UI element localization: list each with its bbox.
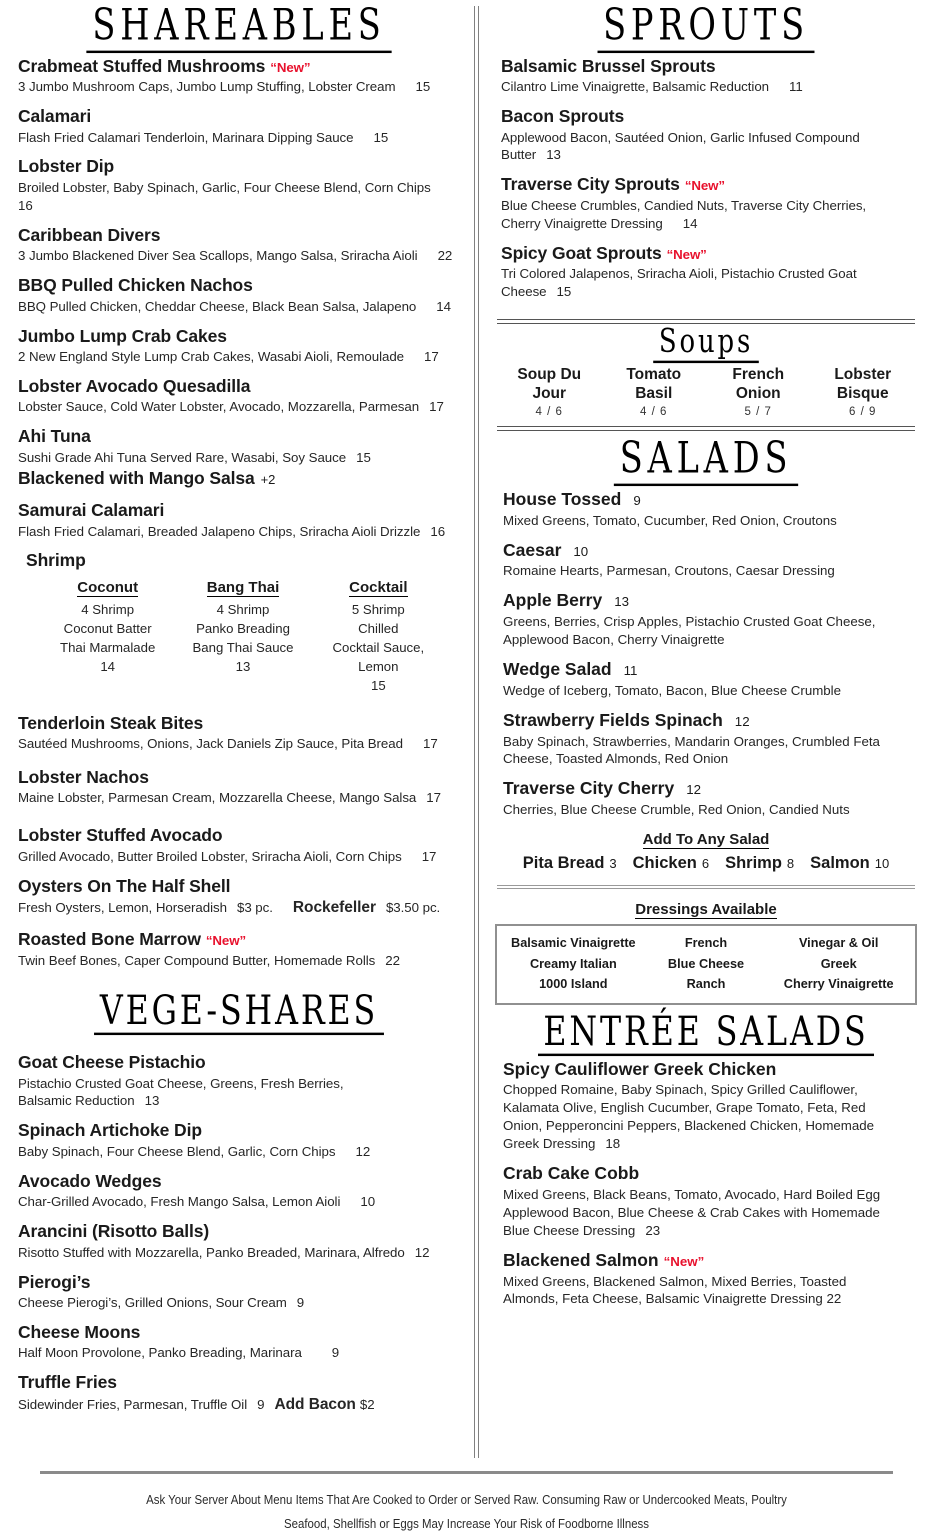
menu-item[interactable] [493,105,919,164]
item-name: Strawberry Fields Spinach 12 [503,709,750,730]
shrimp-option-price: 13 [235,659,251,675]
menu-item[interactable] [18,824,460,865]
soup-name-line2: Onion [735,385,781,403]
item-price: 15 [415,79,431,95]
item-name: Pierogi’s [18,1271,91,1292]
item-desc: Greens, Berries, Crisp Apples, Pistachio Crusted Goat Cheese, [503,614,876,630]
shrimp-option-title: Coconut [77,578,139,596]
item-price: 10 [360,1194,376,1210]
item-price: 23 [645,1222,661,1238]
item-price: 11 [789,79,803,95]
item-desc: Wedge of Iceberg, Tomato, Bacon, Blue Cheese Crumble [503,682,842,698]
section-header-sprouts [502,0,911,53]
addon-price: 10 [874,856,890,872]
section-title-entree-salads: ENTRÉE SALADS [538,1011,875,1056]
item-desc-line2: Cheese 15 [501,284,572,300]
item-desc: Almonds, Feta Cheese, Balsamic Vinaigrette Dressing 22 [503,1291,842,1307]
item-price: 10 [573,543,589,559]
item-name: Traverse City Sprouts “New” [501,174,725,195]
shrimp-option-line: Panko Breading [196,621,290,637]
dressing-option[interactable]: French [684,936,728,951]
left-column [0,1,470,1458]
dressings-row [507,933,905,954]
item-name: Calamari [18,106,92,127]
item-price: 9 [633,492,641,508]
menu-item[interactable] [493,55,919,96]
menu-item-shrimp[interactable] [18,549,460,572]
item-price: 16 [430,523,446,539]
addon-option[interactable]: Salmon 10 [810,854,890,873]
item-price: 13 [546,147,561,163]
menu-item[interactable] [18,712,460,753]
item-price: 12 [734,713,750,729]
menu-item-truffle-fries[interactable] [18,1371,460,1415]
column-divider [470,6,483,1458]
item-desc: Kalamata Olive, English Cucumber, Grape Tomato, Feta, Red [503,1100,866,1116]
shrimp-option[interactable] [311,579,446,696]
section-header-entree-salads [502,994,911,1056]
item-desc: Risotto Stuffed with Mozzarella, Panko Breaded, Marinara, Alfredo 12 [18,1244,430,1260]
soup-item[interactable] [811,365,916,419]
item-desc: Char-Grilled Avocado, Fresh Mango Salsa, Lemon Aioli 10 [18,1194,376,1210]
oysters-alt-price: $3.50 pc. [385,900,441,916]
item-name: Crab Cake Cobb [503,1163,640,1184]
item-price: 14 [682,215,698,231]
new-badge: “New” [270,59,311,75]
item-desc: Chopped Romaine, Baby Spinach, Spicy Grilled Cauliflower, [503,1082,858,1098]
menu-item[interactable] [18,1220,460,1261]
item-desc: Mixed Greens, Black Beans, Tomato, Avocado, Hard Boiled Egg [503,1186,881,1202]
item-desc-line2: Butter 13 [501,147,561,163]
item-name: Spicy Goat Sprouts “New” [501,242,707,263]
addon-option[interactable]: Shrimp 8 [725,854,795,873]
item-price: 17 [421,848,437,864]
menu-item[interactable] [18,105,460,146]
menu-item[interactable] [18,499,460,540]
shrimp-option-title: Cocktail [349,578,408,596]
addon-option[interactable]: Chicken 6 [632,854,710,873]
menu-item[interactable] [493,539,919,581]
item-desc: Applewood Bacon, Blue Cheese & Crab Cakes with Homemade [503,1204,880,1220]
menu-item[interactable] [493,1058,919,1154]
menu-columns [0,1,933,1458]
menu-item[interactable] [18,1271,460,1312]
item-name: Arancini (Risotto Balls) [18,1221,210,1242]
menu-item-oysters[interactable] [18,875,460,919]
item-name: Lobster Dip [18,156,115,177]
item-price: 9 [257,1396,265,1412]
soup-item[interactable] [706,365,811,419]
item-price: 11 [623,663,638,679]
menu-item[interactable] [493,709,919,769]
item-price: 13 [144,1093,160,1109]
item-name: Spinach Artichoke Dip [18,1120,202,1141]
item-name: Balsamic Brussel Sprouts [501,55,716,76]
item-desc: Pistachio Crusted Goat Cheese, Greens, Fresh Berries, [18,1075,344,1091]
soup-price: 5 / 7 [744,406,772,419]
soup-price: 4 / 6 [640,406,668,419]
shrimp-option-line: 4 Shrimp [81,601,135,617]
menu-item[interactable] [18,55,460,96]
item-name: Blackened Salmon “New” [503,1249,705,1270]
item-price: $3 pc. [236,900,273,916]
addon-price: 3 [609,856,617,872]
dressing-option[interactable]: Creamy Italian [529,956,617,971]
menu-item[interactable] [493,173,919,232]
item-desc-line2: Applewood Bacon, Cherry Vinaigrette [503,632,725,648]
item-name: House Tossed 9 [503,488,641,509]
section-title-salads: SALADS [614,439,798,486]
item-name: Avocado Wedges [18,1170,162,1191]
item-price: 12 [686,782,702,798]
section-header-shareables [27,0,451,53]
item-addon-price: +2 [260,471,276,487]
dressing-option[interactable]: Balsamic Vinaigrette [511,936,636,951]
menu-item[interactable] [18,274,460,315]
item-name: Caribbean Divers [18,224,161,245]
menu-item[interactable] [18,155,460,214]
item-desc: Baby Spinach, Four Cheese Blend, Garlic, Corn Chips 12 [18,1143,371,1159]
item-name: Lobster Avocado Quesadilla [18,375,251,396]
item-desc-line2: Cheese, Toasted Almonds, Red Onion [503,751,729,767]
item-name: Apple Berry 13 [503,590,629,611]
item-name: BBQ Pulled Chicken Nachos [18,275,253,296]
item-price: 18 [605,1136,621,1152]
item-name: Cheese Moons [18,1321,141,1342]
item-addon: Blackened with Mango Salsa +2 [18,467,276,488]
item-desc: Onion, Pepperoncini Peppers, Blackened Chicken, Homemade [503,1118,875,1134]
menu-item[interactable] [18,766,460,807]
shrimp-option[interactable] [175,579,310,696]
add-to-salad-options [493,854,919,875]
item-desc: Blue Cheese Crumbles, Candied Nuts, Traverse City Cherries, [501,197,867,213]
footer-disclaimer [0,1471,933,1536]
soup-name-line1: French [732,365,785,383]
soup-name-line2: Jour [532,385,567,403]
item-name: Lobster Nachos [18,766,149,787]
menu-item[interactable] [493,589,919,649]
shrimp-option-line: Thai Marmalade [60,640,156,656]
item-desc: Grilled Avocado, Butter Broiled Lobster, Sriracha Aioli, Corn Chips 17 [18,848,437,864]
new-badge: “New” [666,246,707,262]
item-desc: Sidewinder Fries, Parmesan, Truffle Oil 9 Add Bacon $2 [18,1395,375,1413]
footer-rule [40,1471,893,1474]
dressings-header: Dressings Available [635,901,777,919]
item-desc: Greek Dressing 18 [503,1136,621,1152]
item-desc: Broiled Lobster, Baby Spinach, Garlic, Four Cheese Blend, Corn Chips16 [18,179,431,213]
shrimp-option-title: Bang Thai [206,578,280,596]
dressing-option[interactable]: Ranch [686,977,726,992]
item-desc: Blue Cheese Dressing 23 [503,1222,661,1238]
item-price: 17 [424,348,439,364]
dressing-option[interactable]: Blue Cheese [667,956,745,971]
menu-item[interactable] [493,658,919,700]
dressings-row [507,974,905,995]
dressing-option[interactable]: Vinegar & Oil [798,936,879,951]
new-badge: “New” [663,1253,705,1269]
menu-item[interactable] [493,488,919,530]
addon-option[interactable]: Pita Bread 3 [522,854,617,873]
item-desc: Flash Fried Calamari, Breaded Jalapeno Chips, Sriracha Aioli Drizzle 16 [18,523,446,539]
item-price: 9 [331,1345,340,1361]
item-price: 14 [436,298,451,314]
item-price: 13 [614,594,629,610]
dressings-row [507,954,905,975]
item-desc: Applewood Bacon, Sautéed Onion, Garlic Infused Compound [501,129,860,145]
item-desc: Cherries, Blue Cheese Crumble, Red Onion, Candied Nuts [503,802,850,818]
item-price: 22 [437,248,453,264]
item-name: Ahi Tuna [18,426,91,447]
item-desc: Cheese Pierogi’s, Grilled Onions, Sour Cream 9 [18,1294,305,1310]
section-title-soups: Soups [653,325,759,362]
soup-name-line2: Basil [635,385,673,403]
item-name: Oysters On The Half Shell [18,875,231,896]
item-name: Lobster Stuffed Avocado [18,825,223,846]
shrimp-option-line: Bang Thai Sauce [192,640,294,656]
section-title-shareables: SHAREABLES [87,5,392,52]
item-desc: Mixed Greens, Tomato, Cucumber, Red Onion, Croutons [503,512,837,528]
menu-item[interactable] [18,224,460,265]
shrimp-option-line: 5 Shrimp [351,601,405,617]
menu-item[interactable] [493,1249,919,1309]
menu-item[interactable] [493,1162,919,1240]
shrimp-options-grid [18,579,460,696]
item-desc-line2: Cherry Vinaigrette Dressing 14 [501,215,698,231]
soup-name-line1: Lobster [834,365,892,383]
footer-line-2: Seafood, Shellfish or Eggs May Increase Your Risk of Foodborne Illness [283,1515,650,1531]
item-desc: Half Moon Provolone, Panko Breading, Marinara 9 [18,1345,340,1361]
shrimp-option[interactable] [40,579,175,696]
item-price: 17 [429,399,444,415]
item-desc: 3 Jumbo Blackened Diver Sea Scallops, Mango Salsa, Sriracha Aioli 22 [18,248,453,264]
item-name: Samurai Calamari [18,500,165,521]
item-name: Tenderloin Steak Bites [18,712,204,733]
shrimp-option-price: 14 [100,659,115,675]
new-badge: “New” [684,178,725,194]
soup-price: 6 / 9 [849,406,877,419]
item-name: Caesar 10 [503,539,589,560]
soup-name-line1: Soup Du [517,365,582,383]
item-price: 12 [414,1244,430,1260]
shrimp-option-line: Cocktail Sauce, Lemon [332,640,425,675]
dressings-box [495,924,917,1005]
menu-item[interactable] [18,375,460,416]
dressing-option[interactable]: Greek [820,956,857,971]
item-name: Shrimp [26,550,86,571]
shrimp-option-line: 4 Shrimp [216,601,270,617]
item-desc: 2 New England Style Lump Crab Cakes, Wasabi Aioli, Remoulade 17 [18,348,439,364]
item-desc-line2: Balsamic Reduction 13 [18,1093,160,1109]
section-header-salads [502,426,911,485]
item-desc: Maine Lobster, Parmesan Cream, Mozzarella Cheese, Mango Salsa 17 [18,790,441,806]
item-desc: Cilantro Lime Vinaigrette, Balsamic Reduction 11 [501,79,803,95]
shrimp-option-line: Coconut Batter [63,621,152,637]
footer-line-1: Ask Your Server About Menu Items That Are Cooked to Order or Served Raw. Consuming Raw or Undercooked Meats, Poultry [146,1491,787,1507]
section-title-vege-shares: VEGE-SHARES [94,990,384,1035]
truffle-addon-price: $2 [359,1396,375,1412]
item-price: 17 [422,736,438,752]
item-price: 22 [385,952,400,968]
soup-item[interactable] [602,365,707,419]
item-desc: Sushi Grade Ahi Tuna Served Rare, Wasabi, Soy Sauce 15 [18,449,371,465]
item-name: Goat Cheese Pistachio [18,1052,206,1073]
item-price: 15 [373,129,389,145]
section-title-sprouts: SPROUTS [597,5,814,52]
section-header-vege-shares [27,959,451,1035]
menu-item[interactable] [18,1170,460,1211]
item-desc: Romaine Hearts, Parmesan, Croutons, Caesar Dressing [503,563,835,579]
soup-name-line1: Tomato [626,365,682,383]
menu-item[interactable] [493,242,919,301]
item-price: 17 [426,790,441,806]
dressing-option[interactable]: Cherry Vinaigrette [783,977,894,992]
item-desc: Twin Beef Bones, Caper Compound Butter, Homemade Rolls 22 [18,952,400,968]
soups-grid [493,365,919,419]
item-desc: Tri Colored Jalapenos, Sriracha Aioli, Pistachio Crusted Goat [501,266,857,282]
item-name: Roasted Bone Marrow “New” [18,929,246,950]
soup-name-line2: Bisque [836,385,889,403]
item-price: 15 [556,284,572,300]
shrimp-option-line: Chilled [358,621,399,637]
soup-item[interactable] [497,365,602,419]
item-name: Traverse City Cherry 12 [503,778,702,799]
item-name: Crabmeat Stuffed Mushrooms “New” [18,55,311,76]
item-desc: Lobster Sauce, Cold Water Lobster, Avocado, Mozzarella, Parmesan 17 [18,399,444,415]
menu-item[interactable] [18,1321,460,1362]
item-desc: Sautéed Mushrooms, Onions, Jack Daniels Zip Sauce, Pita Bread 17 [18,736,438,752]
menu-item[interactable] [18,1051,460,1110]
item-name: Spicy Cauliflower Greek Chicken [503,1058,777,1079]
right-column [483,1,933,1458]
addon-price: 6 [701,856,710,872]
soup-price: 4 / 6 [535,406,563,419]
item-price: 9 [296,1294,305,1310]
item-desc: Mixed Greens, Blackened Salmon, Mixed Berries, Toasted [503,1273,847,1289]
dressing-option[interactable]: 1000 Island [539,977,608,992]
menu-item[interactable] [18,1119,460,1160]
item-name: Truffle Fries [18,1372,117,1393]
item-desc: Flash Fried Calamari Tenderloin, Marinara Dipping Sauce 15 [18,129,389,145]
menu-item[interactable] [18,425,460,490]
section-header-soups [502,323,911,363]
addon-price: 8 [786,856,795,872]
item-name: Wedge Salad 11 [503,659,638,680]
item-desc: Baby Spinach, Strawberries, Mandarin Oranges, Crumbled Feta [503,733,880,749]
item-price: 16 [18,197,33,213]
add-to-salad-header: Add To Any Salad [642,831,770,849]
oysters-alt-label: Rockefeller [292,899,376,917]
item-desc: Fresh Oysters, Lemon, Horseradish $3 pc. Rockefeller $3.50 pc. [18,899,441,917]
shrimp-option-price: 15 [370,678,386,694]
menu-item[interactable] [18,325,460,366]
item-desc: BBQ Pulled Chicken, Cheddar Cheese, Black Bean Salsa, Jalapeno 14 [18,298,451,314]
new-badge: “New” [205,933,246,949]
menu-item[interactable] [493,777,919,819]
truffle-addon-label: Add Bacon [274,1395,356,1413]
dressings-rule [497,885,915,889]
item-price: 15 [356,449,371,465]
item-desc: 3 Jumbo Mushroom Caps, Jumbo Lump Stuffing, Lobster Cream 15 [18,79,431,95]
item-price: 12 [355,1143,371,1159]
item-name: Jumbo Lump Crab Cakes [18,325,227,346]
item-name: Bacon Sprouts [501,106,625,127]
